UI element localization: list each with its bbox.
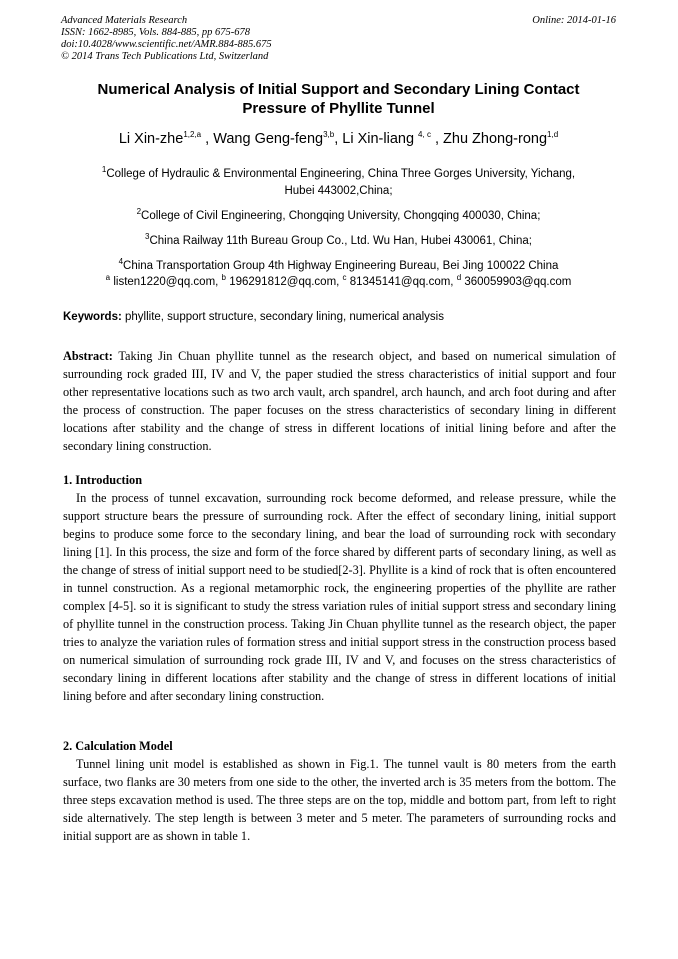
email-c: 81345141@qq.com, xyxy=(349,276,457,288)
keywords-text: phyllite, support structure, secondary lining, numerical analysis xyxy=(121,311,444,323)
author-2: Wang Geng-feng$^{3,b}$, xyxy=(213,130,343,147)
section-body-calculation-model: Tunnel lining unit model is established as shown in Fig.1. The tunnel vault is 80 meters from the earth surface, two flanks are 30 meters from one side to the other, the inverted arch is 35 meters from the bottom. The three steps excavation method is used. The three steps are on the top, middle and bottom part, from left to right side alternatively. The step length is between 3 meter and 5 meter. The parameters of surrounding rocks and initial support are as shown in table 1. xyxy=(63,757,616,843)
section-heading-calculation-model: 2. Calculation Model xyxy=(63,739,173,753)
journal-header xyxy=(61,15,616,63)
author-list xyxy=(60,130,617,148)
affiliation-1: $^1$College of Hydraulic & Environmental Engineering, China Three Gorges University, Yichang, Hubei 443002,China; xyxy=(101,165,576,197)
journal-name: Advanced Materials Research xyxy=(61,15,188,26)
copyright: © 2014 Trans Tech Publications Ltd, Switzerland xyxy=(61,51,269,62)
header-left xyxy=(61,15,272,63)
affiliation-4: $^4$China Transportation Group 4th Highway Engineering Bureau, Bei Jing 100022 China xyxy=(118,257,559,272)
email-d: 360059903@qq.com xyxy=(464,276,572,288)
email-list: $^a$ listen1220@qq.com, $^b$ 196291812@qq.com, $^c$ 81345141@qq.com, $^d$ 360059903@qq.com xyxy=(105,273,572,288)
affiliation-2: $^2$College of Civil Engineering, Chongqing University, Chongqing 400030, China; xyxy=(136,207,541,222)
affiliation-3: $^3$China Railway 11th Bureau Group Co., Ltd. Wu Han, Hubei 430061, China; xyxy=(145,232,532,247)
title-line-2: Pressure of Phyllite Tunnel xyxy=(242,100,435,117)
online-date: Online: 2014-01-16 xyxy=(532,15,616,26)
issn: ISSN: 1662-8985, Vols. 884-885, pp 675-678 xyxy=(61,27,250,38)
email-b: 196291812@qq.com, xyxy=(229,276,343,288)
author-4: Zhu Zhong-rong$^{1,d}$ xyxy=(443,130,559,147)
email-a: listen1220@qq.com, xyxy=(113,276,222,288)
paper-title xyxy=(60,80,617,118)
author-3: Li Xin-liang $^{4, c}$ , xyxy=(342,130,444,147)
abstract-text: Taking Jin Chuan phyllite tunnel as the research object, and based on numerical simulation of surrounding rock graded III, IV and V, the paper studied the stress characteristics of initial support and four other representative locations such as two arch vault, arch spandrel, arch haunch, and arch foot during and after the process of construction. The paper focuses on the stress characteristics of secondary lining in different locations after stability and the change of stress in different locations of initial lining before and after the secondary lining construction. xyxy=(63,349,616,453)
keywords-label: Keywords: xyxy=(63,311,122,323)
abstract-label: Abstract: xyxy=(63,349,113,363)
section-heading-introduction: 1. Introduction xyxy=(63,473,143,487)
section-body-introduction: In the process of tunnel excavation, surrounding rock become deformed, and release pressure, while the support structure bears the pressure of surrounding rock. After the effect of secondary lining, initial support begins to produce some force to the secondary lining, and bear the load of surrounding rock with secondary lining [1]. In this process, the size and form of the force shared by different parts of secondary lining, as well as the change of stress of initial support need to be studied[2-3]. Phyllite is a kind of rock that is often encountered in tunnel construction. As a regional metamorphic rock, the engineering properties of the phyllite are rather complex [4-5]. so it is significant to study the stress variation rules of initial support stress and secondary lining of phyllite tunnel in the construction process. Taking Jin Chuan phyllite tunnel as the research object, the paper tries to analyze the variation rules of formation stress and initial support stress in the construction process based on numerical simulation of surrounding rock grade III, IV and V, and focuses on the stress characteristics of secondary lining in different locations after stability and the change of stress in different locations of initial lining before and after secondary lining construction. xyxy=(63,491,616,703)
keywords xyxy=(63,310,617,325)
abstract xyxy=(63,347,616,455)
doi: doi:10.4028/www.scientific.net/AMR.884-885.675 xyxy=(61,39,272,50)
title-line-1: Numerical Analysis of Initial Support and Secondary Lining Contact xyxy=(97,81,580,98)
author-1: Li Xin-zhe$^{1,2,a}$ , xyxy=(118,130,214,147)
